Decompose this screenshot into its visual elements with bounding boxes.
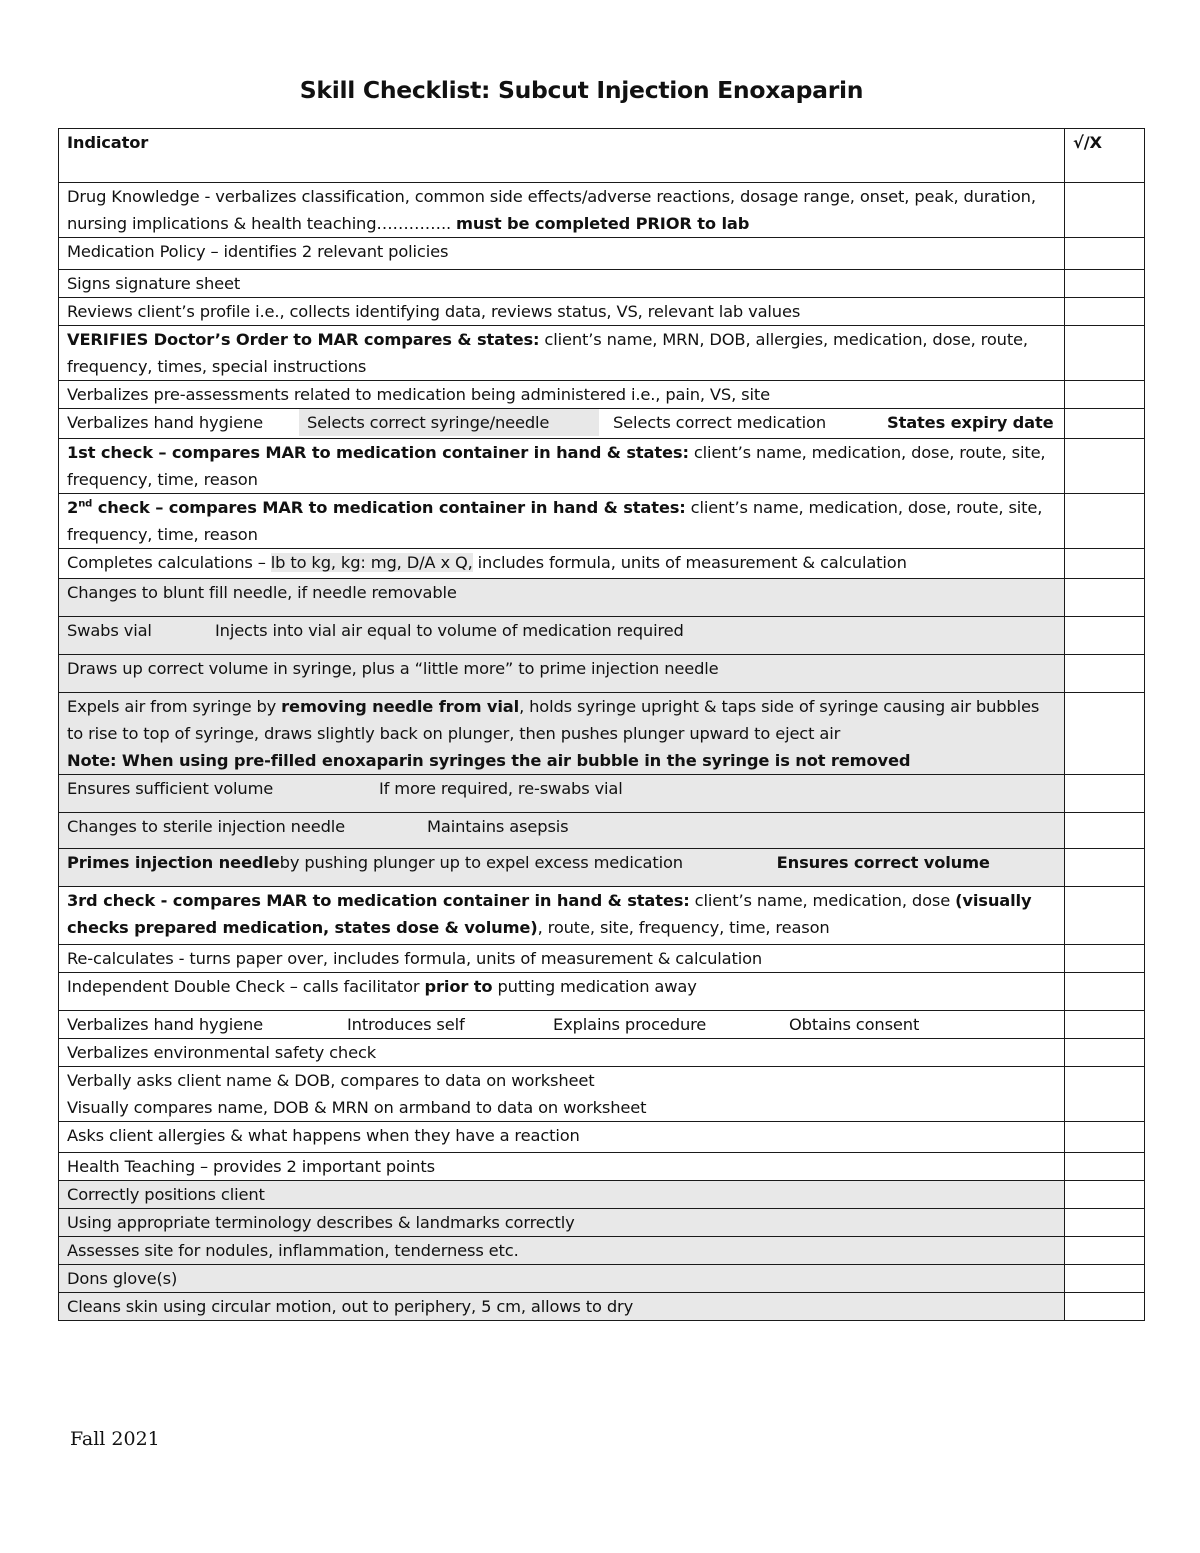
table-row [59, 1237, 1145, 1265]
table-row [59, 1122, 1145, 1153]
indicator-cell: Completes calculations – lb to kg, kg: mg, D/A x Q, includes formula, units of measurement & calculation [59, 549, 1065, 579]
mark-cell[interactable] [1065, 1265, 1145, 1293]
table-row [59, 1209, 1145, 1237]
table-row [59, 693, 1145, 775]
table-row [59, 439, 1145, 494]
indicator-cell: Verbally asks client name & DOB, compares to data on worksheet Visually compares name, DOB & MRN on armband to data on worksheet [59, 1067, 1065, 1122]
table-row [59, 270, 1145, 298]
indicator-cell: Cleans skin using circular motion, out to periphery, 5 cm, allows to dry [59, 1293, 1065, 1321]
table-row [59, 1265, 1145, 1293]
indicator-cell: Swabs vial Injects into vial air equal to volume of medication required [59, 617, 1065, 655]
mark-cell[interactable] [1065, 1011, 1145, 1039]
table-row [59, 887, 1145, 945]
indicator-cell: 1st check – compares MAR to medication container in hand & states: client’s name, medication, dose, route, site, frequency, time, reason [59, 439, 1065, 494]
table-row [59, 326, 1145, 381]
indicator-cell: Medication Policy – identifies 2 relevant policies [59, 238, 1065, 270]
mark-cell[interactable] [1065, 183, 1145, 238]
indicator-header: Indicator [59, 129, 1065, 183]
mark-cell[interactable] [1065, 409, 1145, 439]
indicator-cell: 2nd check – compares MAR to medication container in hand & states: client’s name, medication, dose, route, site, frequency, time, reason [59, 494, 1065, 549]
indicator-cell: Independent Double Check – calls facilitator prior to putting medication away [59, 973, 1065, 1011]
indicator-cell: Signs signature sheet [59, 270, 1065, 298]
indicator-cell: 3rd check - compares MAR to medication container in hand & states: client’s name, medication, dose (visually checks prepared medication, states dose & volume), route, site, frequency, time, reason [59, 887, 1065, 945]
mark-cell[interactable] [1065, 617, 1145, 655]
mark-cell[interactable] [1065, 579, 1145, 617]
mark-cell[interactable] [1065, 381, 1145, 409]
mark-cell[interactable] [1065, 494, 1145, 549]
indicator-cell: Asks client allergies & what happens when they have a reaction [59, 1122, 1065, 1153]
mark-cell[interactable] [1065, 813, 1145, 849]
indicator-cell: Draws up correct volume in syringe, plus a “little more” to prime injection needle [59, 655, 1065, 693]
table-row [59, 1039, 1145, 1067]
mark-cell[interactable] [1065, 1293, 1145, 1321]
indicator-cell: VERIFIES Doctor’s Order to MAR compares & states: client’s name, MRN, DOB, allergies, medication, dose, route, frequency, times, special instructions [59, 326, 1065, 381]
indicator-cell: Reviews client’s profile i.e., collects identifying data, reviews status, VS, relevant lab values [59, 298, 1065, 326]
table-row [59, 945, 1145, 973]
mark-cell[interactable] [1065, 270, 1145, 298]
table-row [59, 1181, 1145, 1209]
indicator-cell: Re-calculates - turns paper over, includes formula, units of measurement & calculation [59, 945, 1065, 973]
mark-cell[interactable] [1065, 439, 1145, 494]
mark-cell[interactable] [1065, 1122, 1145, 1153]
table-row [59, 409, 1145, 439]
table-row [59, 813, 1145, 849]
indicator-cell: Health Teaching – provides 2 important points [59, 1153, 1065, 1181]
table-row [59, 1011, 1145, 1039]
table-row [59, 973, 1145, 1011]
indicator-cell: Using appropriate terminology describes & landmarks correctly [59, 1209, 1065, 1237]
indicator-cell: Primes injection needleby pushing plunger up to expel excess medication Ensures correct volume [59, 849, 1065, 887]
table-row [59, 1293, 1145, 1321]
mark-cell[interactable] [1065, 1237, 1145, 1265]
mark-cell[interactable] [1065, 945, 1145, 973]
table-row [59, 1067, 1145, 1122]
table-row [59, 655, 1145, 693]
indicator-cell: Assesses site for nodules, inflammation, tenderness etc. [59, 1237, 1065, 1265]
skill-checklist-table [58, 128, 1145, 1321]
page-title: Skill Checklist: Subcut Injection Enoxaparin [299, 76, 864, 104]
indicator-cell: Correctly positions client [59, 1181, 1065, 1209]
indicator-cell: Drug Knowledge - verbalizes classification, common side effects/adverse reactions, dosage range, onset, peak, duration, nursing implications & health teaching………….. must be completed PRIOR to lab [59, 183, 1065, 238]
indicator-cell: Verbalizes hand hygiene Selects correct syringe/needle Selects correct medication States expiry date [59, 409, 1065, 439]
mark-cell[interactable] [1065, 1209, 1145, 1237]
mark-cell[interactable] [1065, 655, 1145, 693]
indicator-cell: Verbalizes environmental safety check [59, 1039, 1065, 1067]
mark-cell[interactable] [1065, 973, 1145, 1011]
mark-cell[interactable] [1065, 1181, 1145, 1209]
mark-cell[interactable] [1065, 1039, 1145, 1067]
indicator-cell: Dons glove(s) [59, 1265, 1065, 1293]
table-header-row [59, 129, 1145, 183]
table-row [59, 238, 1145, 270]
table-row [59, 849, 1145, 887]
mark-cell[interactable] [1065, 238, 1145, 270]
table-row [59, 183, 1145, 238]
table-row [59, 579, 1145, 617]
indicator-cell: Changes to sterile injection needle Maintains asepsis [59, 813, 1065, 849]
table-row [59, 617, 1145, 655]
table-row [59, 494, 1145, 549]
mark-cell[interactable] [1065, 549, 1145, 579]
indicator-cell: Verbalizes pre-assessments related to medication being administered i.e., pain, VS, site [59, 381, 1065, 409]
mark-cell[interactable] [1065, 298, 1145, 326]
mark-cell[interactable] [1065, 693, 1145, 775]
mark-cell[interactable] [1065, 849, 1145, 887]
footer-term: Fall 2021 [70, 1428, 160, 1450]
mark-cell[interactable] [1065, 775, 1145, 813]
indicator-cell: Changes to blunt fill needle, if needle removable [59, 579, 1065, 617]
mark-header: √/X [1065, 129, 1145, 183]
table-row [59, 298, 1145, 326]
indicator-cell: Verbalizes hand hygiene Introduces self Explains procedure Obtains consent [59, 1011, 1065, 1039]
mark-cell[interactable] [1065, 887, 1145, 945]
table-row [59, 549, 1145, 579]
indicator-cell: Expels air from syringe by removing needle from vial, holds syringe upright & taps side of syringe causing air bubbles to rise to top of syringe, draws slightly back on plunger, then pushes plunger upward to eject air Note: When using pre-filled enoxaparin syringes the air bubble in the syringe is not removed [59, 693, 1065, 775]
mark-cell[interactable] [1065, 1067, 1145, 1122]
indicator-cell: Ensures sufficient volume If more required, re-swabs vial [59, 775, 1065, 813]
table-row [59, 1153, 1145, 1181]
table-row [59, 775, 1145, 813]
table-row [59, 381, 1145, 409]
mark-cell[interactable] [1065, 326, 1145, 381]
mark-cell[interactable] [1065, 1153, 1145, 1181]
